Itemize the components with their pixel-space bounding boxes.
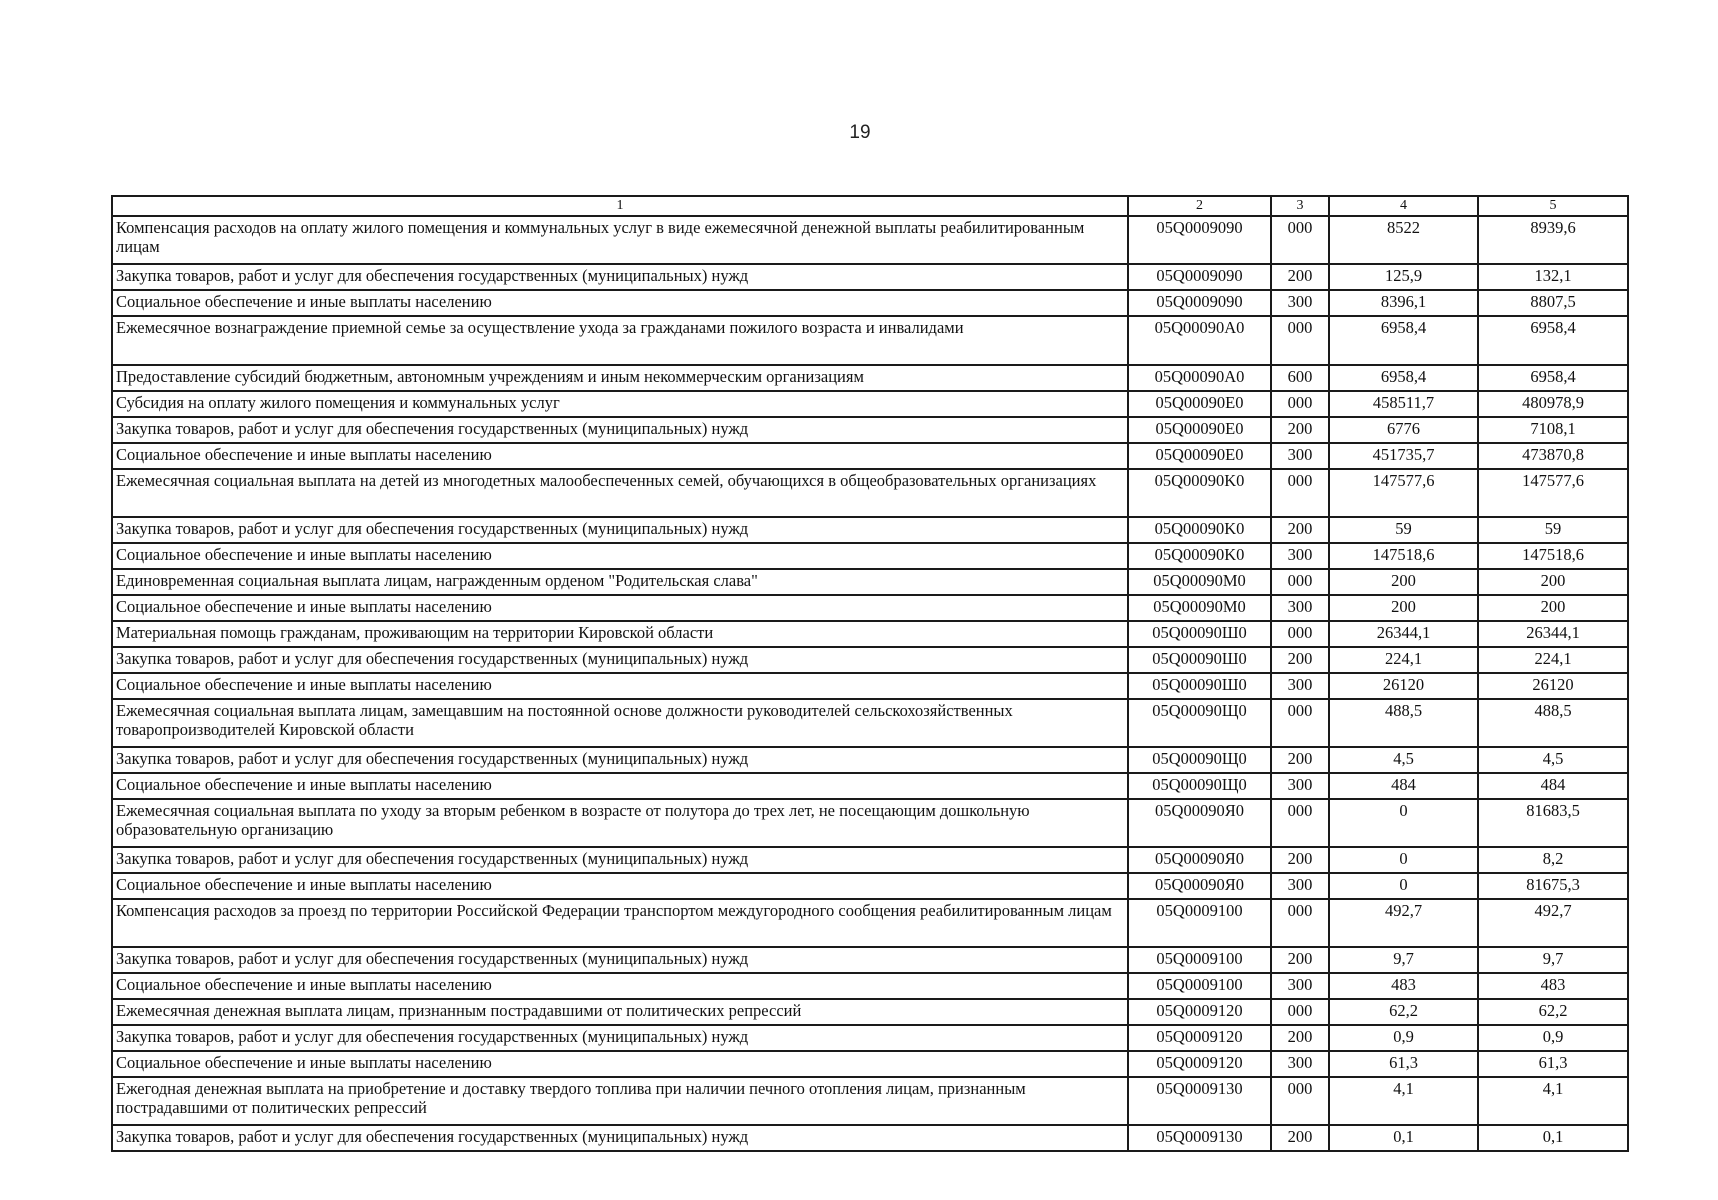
cell-expense-type: 000 <box>1271 799 1329 847</box>
cell-expense-type: 000 <box>1271 316 1329 365</box>
cell-code: 05Q00090Щ0 <box>1128 699 1271 747</box>
cell-name: Социальное обеспечение и иные выплаты населению <box>112 1051 1128 1077</box>
header-cell-1: 1 <box>112 196 1128 216</box>
cell-expense-type: 300 <box>1271 773 1329 799</box>
cell-value-col4: 6776 <box>1329 417 1478 443</box>
cell-value-col5: 147518,6 <box>1478 543 1628 569</box>
table-row <box>112 543 1628 569</box>
cell-name: Социальное обеспечение и иные выплаты населению <box>112 673 1128 699</box>
cell-name: Закупка товаров, работ и услуг для обеспечения государственных (муниципальных) нужд <box>112 517 1128 543</box>
cell-code: 05Q00090Ш0 <box>1128 673 1271 699</box>
cell-name: Закупка товаров, работ и услуг для обеспечения государственных (муниципальных) нужд <box>112 1025 1128 1051</box>
cell-value-col4: 224,1 <box>1329 647 1478 673</box>
cell-code: 05Q0009100 <box>1128 899 1271 947</box>
table-row <box>112 264 1628 290</box>
cell-expense-type: 300 <box>1271 543 1329 569</box>
header-cell-5: 5 <box>1478 196 1628 216</box>
cell-value-col4: 4,5 <box>1329 747 1478 773</box>
cell-value-col4: 451735,7 <box>1329 443 1478 469</box>
cell-value-col4: 147577,6 <box>1329 469 1478 517</box>
cell-value-col4: 6958,4 <box>1329 316 1478 365</box>
cell-expense-type: 000 <box>1271 391 1329 417</box>
cell-value-col5: 132,1 <box>1478 264 1628 290</box>
cell-name: Ежемесячное вознаграждение приемной семье за осуществление ухода за гражданами пожилого возраста и инвалидами <box>112 316 1128 365</box>
cell-name: Ежемесячная социальная выплата лицам, замещавшим на постоянной основе должности руководителей сельскохозяйственных товаропроизводителей Кировской области <box>112 699 1128 747</box>
cell-name: Ежемесячная социальная выплата на детей из многодетных малообеспеченных семей, обучающихся в общеобразовательных организациях <box>112 469 1128 517</box>
cell-code: 05Q00090Ш0 <box>1128 621 1271 647</box>
table-row <box>112 517 1628 543</box>
cell-code: 05Q00090K0 <box>1128 469 1271 517</box>
cell-value-col4: 0,1 <box>1329 1125 1478 1151</box>
cell-value-col5: 488,5 <box>1478 699 1628 747</box>
cell-code: 05Q00090M0 <box>1128 569 1271 595</box>
cell-value-col4: 147518,6 <box>1329 543 1478 569</box>
cell-code: 05Q0009090 <box>1128 216 1271 264</box>
header-row <box>112 196 1628 216</box>
cell-name: Закупка товаров, работ и услуг для обеспечения государственных (муниципальных) нужд <box>112 417 1128 443</box>
cell-name: Закупка товаров, работ и услуг для обеспечения государственных (муниципальных) нужд <box>112 647 1128 673</box>
cell-expense-type: 000 <box>1271 899 1329 947</box>
cell-code: 05Q00090Щ0 <box>1128 747 1271 773</box>
cell-name: Ежемесячная денежная выплата лицам, признанным пострадавшими от политических репрессий <box>112 999 1128 1025</box>
cell-value-col4: 483 <box>1329 973 1478 999</box>
cell-value-col4: 458511,7 <box>1329 391 1478 417</box>
cell-expense-type: 000 <box>1271 216 1329 264</box>
cell-code: 05Q0009120 <box>1128 1025 1271 1051</box>
cell-code: 05Q00090A0 <box>1128 365 1271 391</box>
table-row <box>112 999 1628 1025</box>
cell-name: Закупка товаров, работ и услуг для обеспечения государственных (муниципальных) нужд <box>112 264 1128 290</box>
cell-code: 05Q00090M0 <box>1128 595 1271 621</box>
cell-code: 05Q00090Я0 <box>1128 873 1271 899</box>
table-row <box>112 290 1628 316</box>
cell-name: Социальное обеспечение и иные выплаты населению <box>112 873 1128 899</box>
cell-expense-type: 300 <box>1271 873 1329 899</box>
cell-value-col5: 81675,3 <box>1478 873 1628 899</box>
cell-code: 05Q00090E0 <box>1128 417 1271 443</box>
table-row <box>112 947 1628 973</box>
cell-expense-type: 200 <box>1271 647 1329 673</box>
cell-expense-type: 000 <box>1271 469 1329 517</box>
cell-value-col4: 200 <box>1329 569 1478 595</box>
cell-expense-type: 000 <box>1271 1077 1329 1125</box>
cell-value-col5: 61,3 <box>1478 1051 1628 1077</box>
cell-code: 05Q00090A0 <box>1128 316 1271 365</box>
cell-expense-type: 300 <box>1271 673 1329 699</box>
cell-value-col5: 26344,1 <box>1478 621 1628 647</box>
table-row <box>112 391 1628 417</box>
table-row <box>112 1125 1628 1151</box>
cell-code: 05Q0009120 <box>1128 1051 1271 1077</box>
cell-value-col5: 147577,6 <box>1478 469 1628 517</box>
cell-code: 05Q0009130 <box>1128 1125 1271 1151</box>
cell-value-col4: 4,1 <box>1329 1077 1478 1125</box>
cell-expense-type: 200 <box>1271 747 1329 773</box>
cell-code: 05Q00090Я0 <box>1128 847 1271 873</box>
cell-name: Социальное обеспечение и иные выплаты населению <box>112 543 1128 569</box>
cell-value-col5: 6958,4 <box>1478 365 1628 391</box>
cell-expense-type: 300 <box>1271 1051 1329 1077</box>
cell-value-col4: 0 <box>1329 799 1478 847</box>
cell-value-col5: 480978,9 <box>1478 391 1628 417</box>
header-cell-2: 2 <box>1128 196 1271 216</box>
cell-value-col5: 483 <box>1478 973 1628 999</box>
cell-name: Компенсация расходов за проезд по территории Российской Федерации транспортом междугородного сообщения реабилитированным лицам <box>112 899 1128 947</box>
cell-expense-type: 000 <box>1271 699 1329 747</box>
cell-value-col4: 0 <box>1329 873 1478 899</box>
cell-expense-type: 000 <box>1271 569 1329 595</box>
table-body <box>112 196 1628 1151</box>
cell-value-col5: 484 <box>1478 773 1628 799</box>
cell-expense-type: 200 <box>1271 947 1329 973</box>
cell-value-col5: 26120 <box>1478 673 1628 699</box>
cell-value-col5: 4,1 <box>1478 1077 1628 1125</box>
cell-value-col5: 492,7 <box>1478 899 1628 947</box>
cell-value-col4: 8522 <box>1329 216 1478 264</box>
cell-code: 05Q00090E0 <box>1128 391 1271 417</box>
cell-name: Социальное обеспечение и иные выплаты населению <box>112 773 1128 799</box>
cell-value-col4: 488,5 <box>1329 699 1478 747</box>
cell-code: 05Q00090Щ0 <box>1128 773 1271 799</box>
table-row <box>112 673 1628 699</box>
cell-code: 05Q0009100 <box>1128 973 1271 999</box>
cell-value-col5: 81683,5 <box>1478 799 1628 847</box>
cell-code: 05Q00090K0 <box>1128 517 1271 543</box>
cell-code: 05Q0009130 <box>1128 1077 1271 1125</box>
cell-value-col4: 26120 <box>1329 673 1478 699</box>
table-row <box>112 1025 1628 1051</box>
cell-value-col4: 62,2 <box>1329 999 1478 1025</box>
cell-name: Единовременная социальная выплата лицам, награжденным орденом "Родительская слава" <box>112 569 1128 595</box>
table-row <box>112 647 1628 673</box>
cell-code: 05Q0009120 <box>1128 999 1271 1025</box>
cell-name: Социальное обеспечение и иные выплаты населению <box>112 290 1128 316</box>
table-row <box>112 773 1628 799</box>
cell-expense-type: 200 <box>1271 264 1329 290</box>
cell-expense-type: 200 <box>1271 847 1329 873</box>
budget-table <box>111 195 1629 1152</box>
table-row <box>112 747 1628 773</box>
cell-value-col5: 8,2 <box>1478 847 1628 873</box>
table-row <box>112 443 1628 469</box>
cell-expense-type: 600 <box>1271 365 1329 391</box>
cell-value-col5: 62,2 <box>1478 999 1628 1025</box>
cell-expense-type: 200 <box>1271 1125 1329 1151</box>
cell-expense-type: 200 <box>1271 1025 1329 1051</box>
table-row <box>112 365 1628 391</box>
cell-value-col4: 59 <box>1329 517 1478 543</box>
table-row <box>112 847 1628 873</box>
cell-name: Социальное обеспечение и иные выплаты населению <box>112 443 1128 469</box>
cell-value-col4: 6958,4 <box>1329 365 1478 391</box>
header-cell-4: 4 <box>1329 196 1478 216</box>
cell-name: Ежемесячная социальная выплата по уходу за вторым ребенком в возрасте от полутора до трех лет, не посещающим дошкольную образовательную организацию <box>112 799 1128 847</box>
cell-value-col4: 484 <box>1329 773 1478 799</box>
cell-name: Материальная помощь гражданам, проживающим на территории Кировской области <box>112 621 1128 647</box>
cell-code: 05Q0009100 <box>1128 947 1271 973</box>
cell-code: 05Q00090E0 <box>1128 443 1271 469</box>
cell-name: Компенсация расходов на оплату жилого помещения и коммунальных услуг в виде ежемесячной денежной выплаты реабилитированным лицам <box>112 216 1128 264</box>
cell-value-col5: 8939,6 <box>1478 216 1628 264</box>
cell-value-col5: 4,5 <box>1478 747 1628 773</box>
table-row <box>112 1051 1628 1077</box>
cell-value-col5: 7108,1 <box>1478 417 1628 443</box>
cell-name: Социальное обеспечение и иные выплаты населению <box>112 595 1128 621</box>
cell-code: 05Q0009090 <box>1128 264 1271 290</box>
cell-name: Предоставление субсидий бюджетным, автономным учреждениям и иным некоммерческим организациям <box>112 365 1128 391</box>
cell-expense-type: 300 <box>1271 973 1329 999</box>
cell-expense-type: 300 <box>1271 595 1329 621</box>
table-row <box>112 873 1628 899</box>
cell-value-col5: 0,9 <box>1478 1025 1628 1051</box>
cell-expense-type: 200 <box>1271 417 1329 443</box>
header-cell-3: 3 <box>1271 196 1329 216</box>
cell-name: Закупка товаров, работ и услуг для обеспечения государственных (муниципальных) нужд <box>112 847 1128 873</box>
cell-expense-type: 200 <box>1271 517 1329 543</box>
cell-name: Субсидия на оплату жилого помещения и коммунальных услуг <box>112 391 1128 417</box>
table-row <box>112 973 1628 999</box>
table-row <box>112 595 1628 621</box>
cell-expense-type: 000 <box>1271 621 1329 647</box>
table-row <box>112 469 1628 517</box>
cell-value-col4: 61,3 <box>1329 1051 1478 1077</box>
cell-code: 05Q0009090 <box>1128 290 1271 316</box>
cell-code: 05Q00090Ш0 <box>1128 647 1271 673</box>
cell-value-col4: 0,9 <box>1329 1025 1478 1051</box>
cell-value-col4: 9,7 <box>1329 947 1478 973</box>
table-row <box>112 216 1628 264</box>
table-row <box>112 569 1628 595</box>
cell-value-col5: 6958,4 <box>1478 316 1628 365</box>
table-row <box>112 316 1628 365</box>
cell-name: Закупка товаров, работ и услуг для обеспечения государственных (муниципальных) нужд <box>112 1125 1128 1151</box>
cell-code: 05Q00090K0 <box>1128 543 1271 569</box>
page-number: 19 <box>849 122 871 143</box>
cell-name: Закупка товаров, работ и услуг для обеспечения государственных (муниципальных) нужд <box>112 747 1128 773</box>
table-row <box>112 899 1628 947</box>
cell-value-col5: 8807,5 <box>1478 290 1628 316</box>
cell-value-col5: 473870,8 <box>1478 443 1628 469</box>
cell-value-col5: 9,7 <box>1478 947 1628 973</box>
table-row <box>112 621 1628 647</box>
table-row <box>112 1077 1628 1125</box>
cell-value-col4: 200 <box>1329 595 1478 621</box>
cell-value-col4: 26344,1 <box>1329 621 1478 647</box>
cell-code: 05Q00090Я0 <box>1128 799 1271 847</box>
cell-expense-type: 000 <box>1271 999 1329 1025</box>
table-row <box>112 699 1628 747</box>
cell-name: Ежегодная денежная выплата на приобретение и доставку твердого топлива при наличии печного отопления лицам, признанным пострадавшими от политических репрессий <box>112 1077 1128 1125</box>
table-row <box>112 799 1628 847</box>
cell-value-col4: 492,7 <box>1329 899 1478 947</box>
cell-value-col5: 224,1 <box>1478 647 1628 673</box>
cell-value-col5: 200 <box>1478 569 1628 595</box>
cell-name: Закупка товаров, работ и услуг для обеспечения государственных (муниципальных) нужд <box>112 947 1128 973</box>
cell-expense-type: 300 <box>1271 443 1329 469</box>
cell-value-col5: 200 <box>1478 595 1628 621</box>
table-row <box>112 417 1628 443</box>
cell-value-col4: 125,9 <box>1329 264 1478 290</box>
cell-value-col5: 0,1 <box>1478 1125 1628 1151</box>
cell-expense-type: 300 <box>1271 290 1329 316</box>
cell-value-col4: 0 <box>1329 847 1478 873</box>
cell-name: Социальное обеспечение и иные выплаты населению <box>112 973 1128 999</box>
cell-value-col4: 8396,1 <box>1329 290 1478 316</box>
cell-value-col5: 59 <box>1478 517 1628 543</box>
